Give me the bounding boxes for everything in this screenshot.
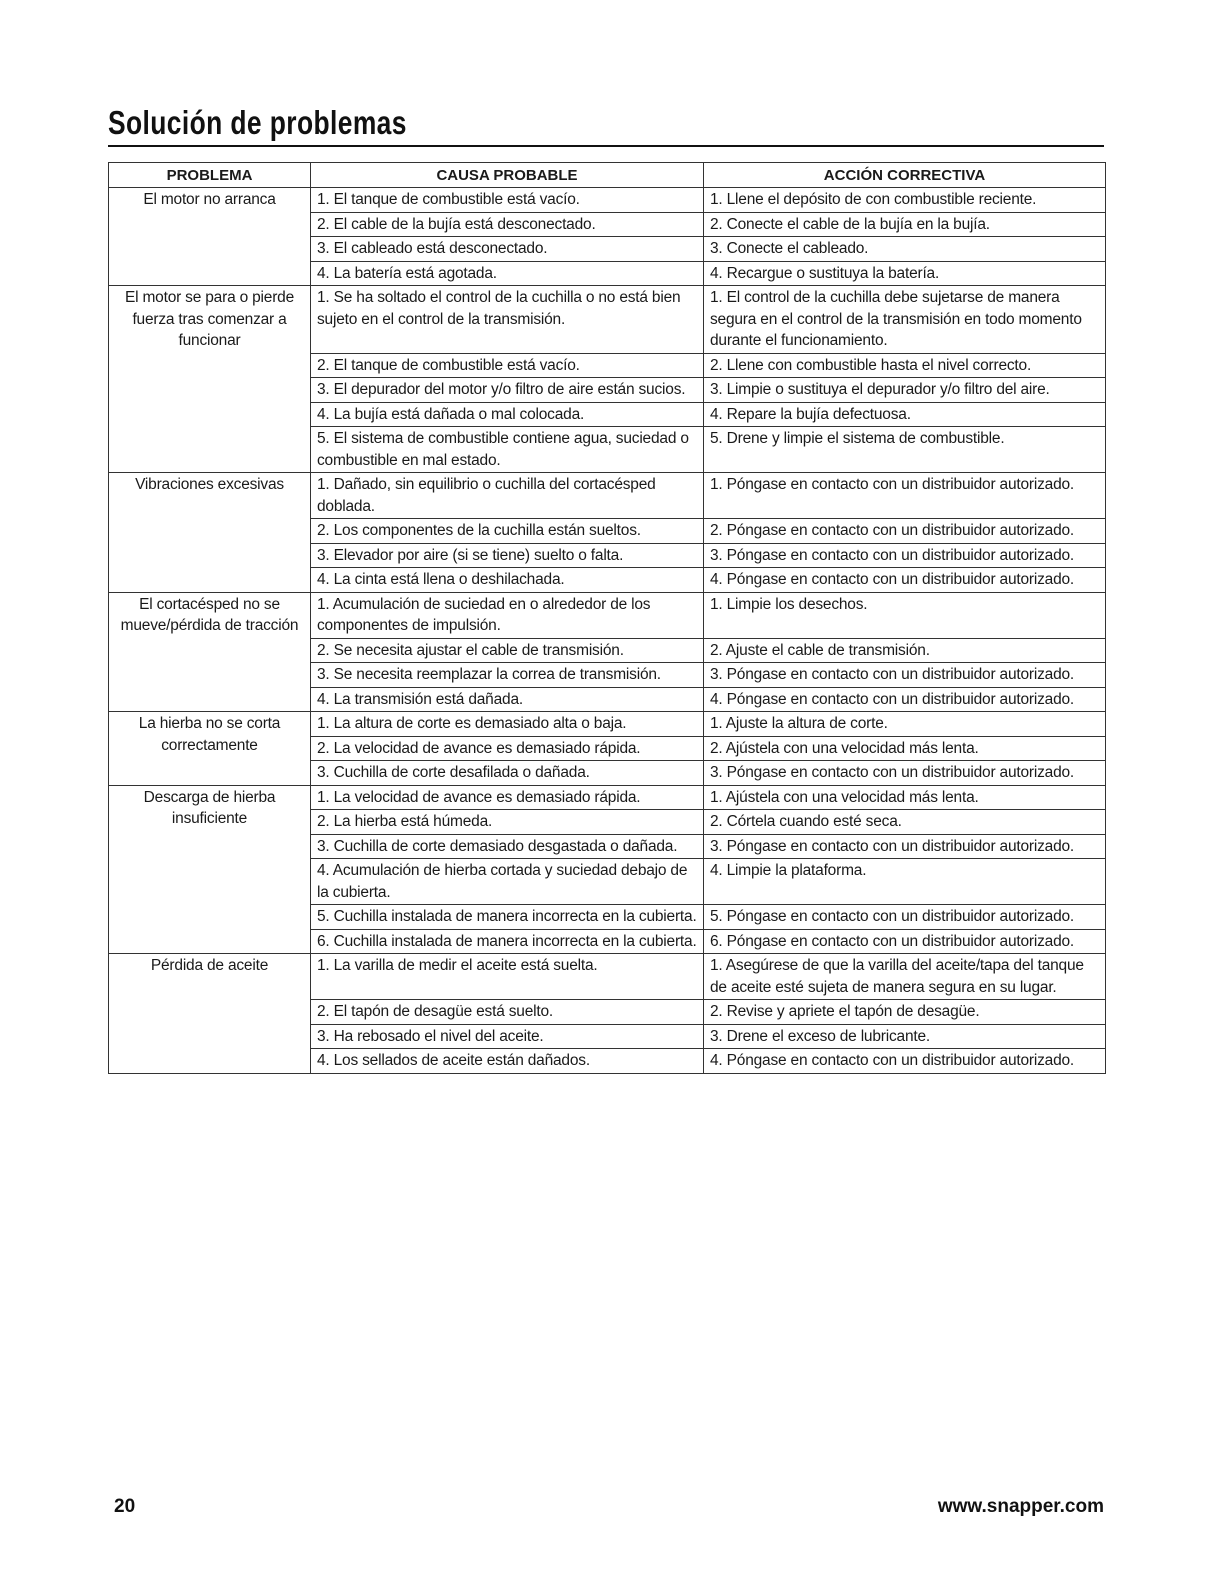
table-header-row [109,163,1106,188]
cause-cell: 3. El cableado está desconectado. [311,237,704,262]
cause-cell: 3. Se necesita reemplazar la correa de transmisión. [311,663,704,688]
table-row [109,473,1106,519]
cause-cell: 4. Acumulación de hierba cortada y suciedad debajo de la cubierta. [311,859,704,905]
page-title: Solución de problemas [108,104,407,141]
action-cell: 4. Repare la bujía defectuosa. [704,402,1106,427]
cause-cell: 5. Cuchilla instalada de manera incorrecta en la cubierta. [311,905,704,930]
problem-cell: Pérdida de aceite [109,954,311,1074]
cause-cell: 4. Los sellados de aceite están dañados. [311,1049,704,1074]
cause-cell: 2. Los componentes de la cuchilla están sueltos. [311,519,704,544]
action-cell: 1. Ajústela con una velocidad más lenta. [704,785,1106,810]
action-cell: 3. Póngase en contacto con un distribuidor autorizado. [704,761,1106,786]
cause-cell: 4. La bujía está dañada o mal colocada. [311,402,704,427]
table-row [109,785,1106,810]
cause-cell: 2. El cable de la bujía está desconectado. [311,212,704,237]
cause-cell: 4. La transmisión está dañada. [311,687,704,712]
action-cell: 1. Póngase en contacto con un distribuidor autorizado. [704,473,1106,519]
table-row [109,954,1106,1000]
action-cell: 2. Póngase en contacto con un distribuidor autorizado. [704,519,1106,544]
action-cell: 3. Conecte el cableado. [704,237,1106,262]
cause-cell: 4. La cinta está llena o deshilachada. [311,568,704,593]
action-cell: 1. Limpie los desechos. [704,592,1106,638]
troubleshooting-table [108,162,1106,1074]
problem-cell: Descarga de hierba insuficiente [109,785,311,954]
cause-cell: 5. El sistema de combustible contiene agua, suciedad o combustible en mal estado. [311,427,704,473]
title-rule [108,145,1104,147]
action-cell: 2. Ajústela con una velocidad más lenta. [704,736,1106,761]
action-cell: 4. Póngase en contacto con un distribuidor autorizado. [704,687,1106,712]
cause-cell: 3. Cuchilla de corte desafilada o dañada. [311,761,704,786]
cause-cell: 1. La velocidad de avance es demasiado rápida. [311,785,704,810]
action-cell: 3. Póngase en contacto con un distribuidor autorizado. [704,834,1106,859]
cause-cell: 2. La hierba está húmeda. [311,810,704,835]
table-row [109,592,1106,638]
cause-cell: 3. Ha rebosado el nivel del aceite. [311,1024,704,1049]
action-cell: 2. Revise y apriete el tapón de desagüe. [704,1000,1106,1025]
cause-cell: 1. El tanque de combustible está vacío. [311,188,704,213]
cause-cell: 1. Acumulación de suciedad en o alrededor de los componentes de impulsión. [311,592,704,638]
cause-cell: 1. Dañado, sin equilibrio o cuchilla del cortacésped doblada. [311,473,704,519]
action-cell: 4. Póngase en contacto con un distribuidor autorizado. [704,1049,1106,1074]
action-cell: 3. Drene el exceso de lubricante. [704,1024,1106,1049]
action-cell: 4. Limpie la plataforma. [704,859,1106,905]
cause-cell: 3. Elevador por aire (si se tiene) suelto o falta. [311,543,704,568]
action-cell: 4. Recargue o sustituya la batería. [704,261,1106,286]
table-row [109,712,1106,737]
table-row [109,188,1106,213]
header-problem: PROBLEMA [109,163,311,188]
action-cell: 2. Conecte el cable de la bujía en la bujía. [704,212,1106,237]
table-row [109,286,1106,354]
action-cell: 1. El control de la cuchilla debe sujetarse de manera segura en el control de la transmisión en todo momento durante el funcionamiento. [704,286,1106,354]
cause-cell: 3. Cuchilla de corte demasiado desgastada o dañada. [311,834,704,859]
action-cell: 1. Ajuste la altura de corte. [704,712,1106,737]
problem-cell: Vibraciones excesivas [109,473,311,593]
cause-cell: 1. La varilla de medir el aceite está suelta. [311,954,704,1000]
cause-cell: 1. La altura de corte es demasiado alta o baja. [311,712,704,737]
problem-cell: El cortacésped no se mueve/pérdida de tracción [109,592,311,712]
problem-cell: El motor se para o pierde fuerza tras comenzar a funcionar [109,286,311,473]
action-cell: 1. Asegúrese de que la varilla del aceite/tapa del tanque de aceite esté sujeta de manera segura en su lugar. [704,954,1106,1000]
action-cell: 6. Póngase en contacto con un distribuidor autorizado. [704,929,1106,954]
action-cell: 5. Póngase en contacto con un distribuidor autorizado. [704,905,1106,930]
action-cell: 2. Ajuste el cable de transmisión. [704,638,1106,663]
action-cell: 3. Limpie o sustituya el depurador y/o filtro del aire. [704,378,1106,403]
table-body [109,188,1106,1074]
cause-cell: 2. Se necesita ajustar el cable de transmisión. [311,638,704,663]
cause-cell: 3. El depurador del motor y/o filtro de aire están sucios. [311,378,704,403]
cause-cell: 4. La batería está agotada. [311,261,704,286]
action-cell: 3. Póngase en contacto con un distribuidor autorizado. [704,543,1106,568]
problem-cell: El motor no arranca [109,188,311,286]
action-cell: 5. Drene y limpie el sistema de combustible. [704,427,1106,473]
action-cell: 4. Póngase en contacto con un distribuidor autorizado. [704,568,1106,593]
action-cell: 2. Llene con combustible hasta el nivel correcto. [704,353,1106,378]
cause-cell: 2. El tapón de desagüe está suelto. [311,1000,704,1025]
problem-cell: La hierba no se corta correctamente [109,712,311,786]
page-number: 20 [114,1496,136,1517]
cause-cell: 2. El tanque de combustible está vacío. [311,353,704,378]
action-cell: 3. Póngase en contacto con un distribuidor autorizado. [704,663,1106,688]
footer-url: www.snapper.com [937,1496,1104,1517]
action-cell: 2. Córtela cuando esté seca. [704,810,1106,835]
cause-cell: 6. Cuchilla instalada de manera incorrecta en la cubierta. [311,929,704,954]
cause-cell: 1. Se ha soltado el control de la cuchilla o no está bien sujeto en el control de la transmisión. [311,286,704,354]
action-cell: 1. Llene el depósito de con combustible reciente. [704,188,1106,213]
cause-cell: 2. La velocidad de avance es demasiado rápida. [311,736,704,761]
header-cause: CAUSA PROBABLE [311,163,704,188]
header-action: ACCIÓN CORRECTIVA [704,163,1106,188]
